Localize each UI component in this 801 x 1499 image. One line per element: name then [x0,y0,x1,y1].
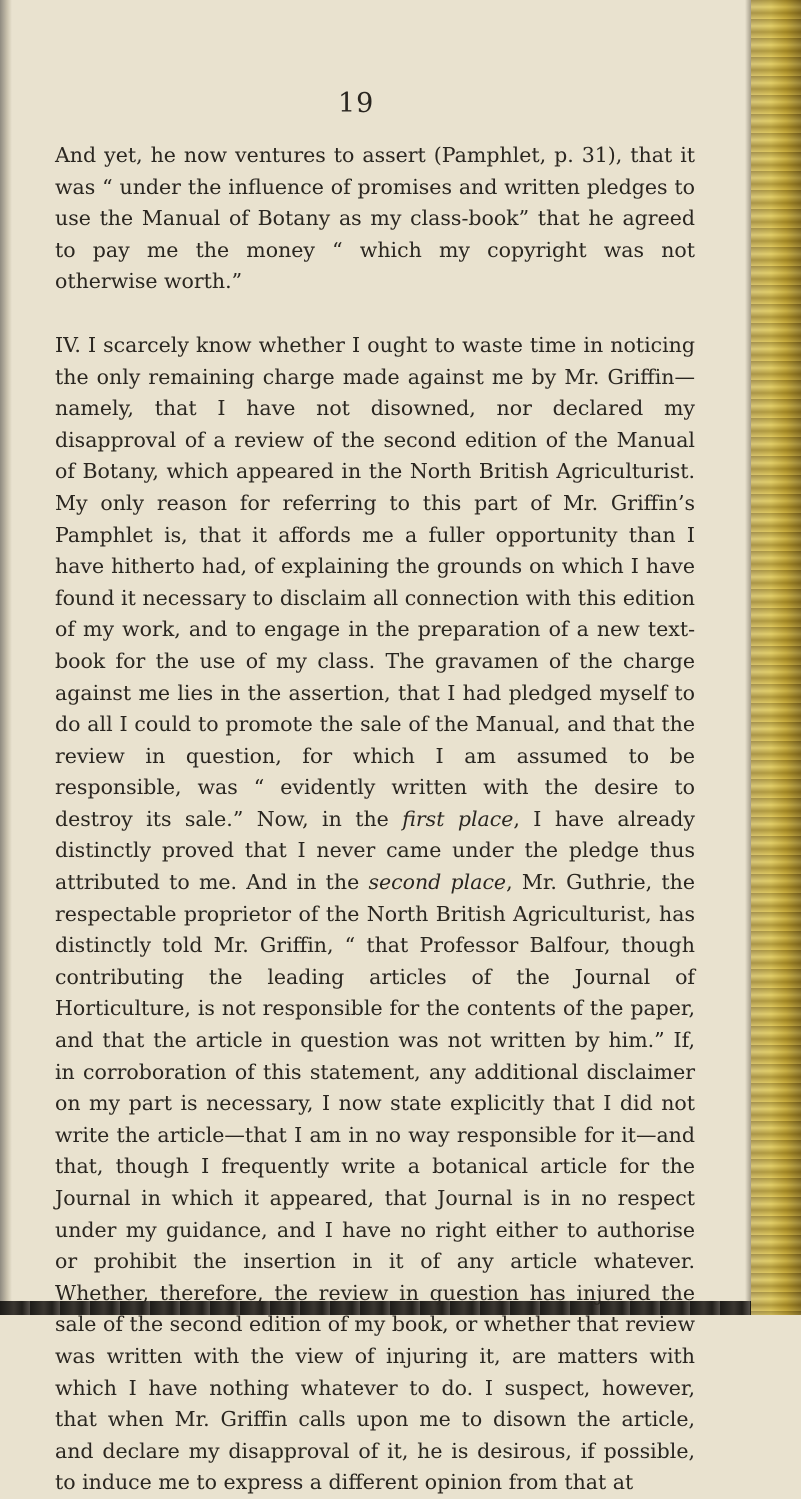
paragraph-2-emphasis-second-place: second place [368,870,507,895]
page-left-edge [0,0,12,1315]
paragraph-1 [55,140,695,298]
paragraph-2-text-c: , Mr. Guthrie, the respectable proprietor of the North British Agriculturist, has distinctly told Mr. Griffin, “ that Professor Balfour, though contributing the leading articles of the Journal of Horticulture, is not responsible for the contents of the paper, and that the article in question was not written by him.” If, in corroboration of this statement, any additional disclaimer on my part is necessary, I now state explicitly that I did not write the article—that I am in no way responsible for it—and that, though I frequently write a botanical article for the Journal in which it appeared, that Journal is in no respect under my guidance, and I have no right either to authorise or prohibit the insertion in it of any article whatever. Whether, therefore, the review in question has injured the sale of the second edition of my book, or whether that review was written with the view of injuring it, are matters with which I have nothing whatever to do. I suspect, however, that when Mr. Griffin calls upon me to disown the article, and declare my disapproval of it, he is desirous, if possible, to induce me to express a different opinion from that at [55,870,695,1495]
book-binding-edge [751,0,801,1315]
page-body [55,140,695,1499]
paragraph-1-text: And yet, he now ventures to assert (Pamphlet, p. 31), that it was “ under the influence of promises and written pledges to use the Manual of Botany as my class-book” that he agreed to pay me the money “ which my copyright was not otherwise worth.” [55,143,695,294]
paragraph-2 [55,330,695,1499]
paragraph-2-text-b: , I have already distinctly proved that I never came under the pledge thus attributed to me. And in the [55,806,696,895]
paragraph-2-text-a: IV. I scarcely know whether I ought to waste time in noticing the only remaining charge made against me by Mr. Griffin—namely, that I have not disowned, nor declared my disapproval of a review of the second edition of the Manual of Botany, which appeared in the North British Agriculturist. My only reason for referring to this part of Mr. Griffin’s Pamphlet is, that it affords me a fuller opportunity than I have hitherto had, of explaining the grounds on which I have found it necessary to disclaim all connection with this edition of my work, and to engage in the preparation of a new text-book for the use of my class. The gravamen of the charge against me lies in the assertion, that I had pledged myself to do all I could to promote the sale of the Manual, and that the review in question, for which I am assumed to be responsible, was “ evidently written with the desire to destroy its sale.” Now, in the [55,332,695,831]
paragraph-2-emphasis-first-place: first place [402,806,514,831]
page-number: 19 [338,88,375,119]
